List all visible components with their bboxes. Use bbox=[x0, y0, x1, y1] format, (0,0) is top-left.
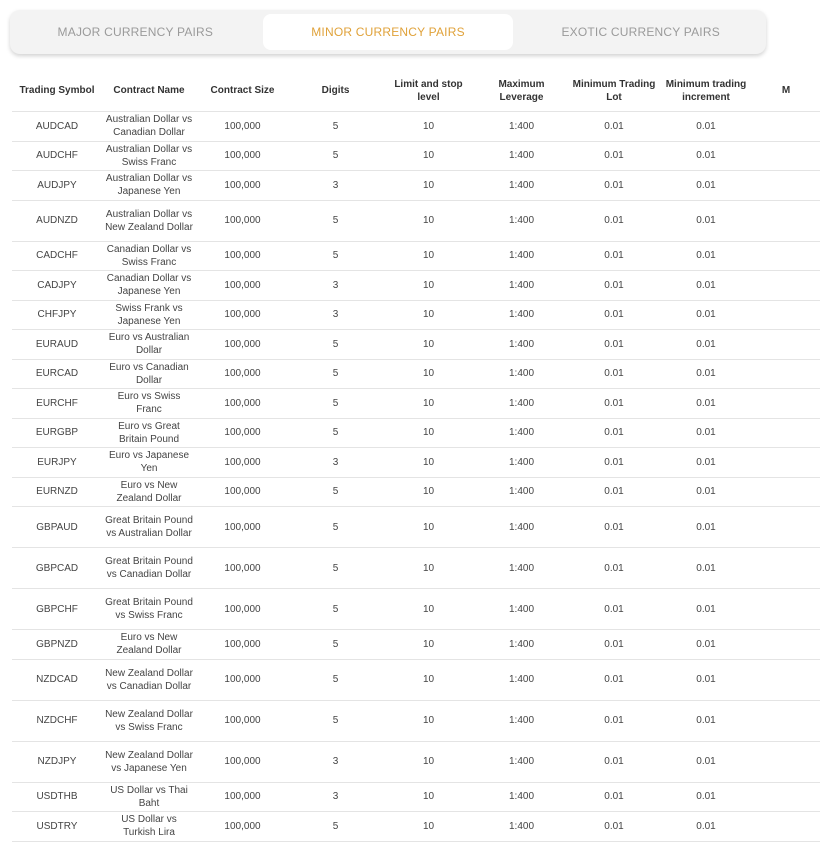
cell-minimum-trading-increment: 0.01 bbox=[660, 507, 752, 548]
cell-truncated-column bbox=[752, 171, 820, 201]
currency-pairs-table bbox=[12, 70, 820, 842]
cell-digits: 5 bbox=[289, 812, 382, 842]
cell-maximum-leverage: 1:400 bbox=[475, 300, 568, 330]
cell-contract-name: Euro vs New Zealand Dollar bbox=[102, 477, 196, 507]
table-row bbox=[12, 330, 820, 360]
table-row bbox=[12, 112, 820, 142]
table-row bbox=[12, 448, 820, 478]
cell-truncated-column bbox=[752, 418, 820, 448]
cell-contract-size: 100,000 bbox=[196, 271, 289, 301]
cell-contract-name: New Zealand Dollar vs Japanese Yen bbox=[102, 741, 196, 782]
cell-limit-stop-level: 10 bbox=[382, 700, 475, 741]
cell-contract-size: 100,000 bbox=[196, 630, 289, 660]
cell-limit-stop-level: 10 bbox=[382, 389, 475, 419]
header-truncated-column: M bbox=[752, 70, 820, 112]
cell-maximum-leverage: 1:400 bbox=[475, 812, 568, 842]
cell-limit-stop-level: 10 bbox=[382, 300, 475, 330]
cell-trading-symbol: CADCHF bbox=[12, 241, 102, 271]
cell-limit-stop-level: 10 bbox=[382, 241, 475, 271]
cell-maximum-leverage: 1:400 bbox=[475, 389, 568, 419]
cell-minimum-trading-lot: 0.01 bbox=[568, 300, 660, 330]
cell-trading-symbol: AUDJPY bbox=[12, 171, 102, 201]
cell-maximum-leverage: 1:400 bbox=[475, 359, 568, 389]
cell-minimum-trading-increment: 0.01 bbox=[660, 271, 752, 301]
cell-minimum-trading-increment: 0.01 bbox=[660, 330, 752, 360]
cell-digits: 5 bbox=[289, 200, 382, 241]
table-row bbox=[12, 630, 820, 660]
cell-minimum-trading-lot: 0.01 bbox=[568, 200, 660, 241]
cell-limit-stop-level: 10 bbox=[382, 448, 475, 478]
cell-minimum-trading-lot: 0.01 bbox=[568, 241, 660, 271]
cell-maximum-leverage: 1:400 bbox=[475, 200, 568, 241]
cell-contract-size: 100,000 bbox=[196, 418, 289, 448]
cell-limit-stop-level: 10 bbox=[382, 548, 475, 589]
cell-contract-size: 100,000 bbox=[196, 112, 289, 142]
cell-minimum-trading-lot: 0.01 bbox=[568, 112, 660, 142]
cell-minimum-trading-lot: 0.01 bbox=[568, 171, 660, 201]
cell-digits: 5 bbox=[289, 589, 382, 630]
header-limit-stop-level: Limit and stop level bbox=[382, 70, 475, 112]
cell-contract-size: 100,000 bbox=[196, 200, 289, 241]
cell-minimum-trading-increment: 0.01 bbox=[660, 359, 752, 389]
cell-digits: 3 bbox=[289, 300, 382, 330]
cell-trading-symbol: AUDNZD bbox=[12, 200, 102, 241]
cell-contract-name: Swiss Frank vs Japanese Yen bbox=[102, 300, 196, 330]
currency-pair-tabs bbox=[10, 10, 766, 54]
cell-truncated-column bbox=[752, 200, 820, 241]
cell-contract-size: 100,000 bbox=[196, 477, 289, 507]
cell-truncated-column bbox=[752, 507, 820, 548]
table-row bbox=[12, 700, 820, 741]
cell-contract-size: 100,000 bbox=[196, 659, 289, 700]
cell-limit-stop-level: 10 bbox=[382, 359, 475, 389]
cell-truncated-column bbox=[752, 741, 820, 782]
cell-contract-size: 100,000 bbox=[196, 589, 289, 630]
cell-minimum-trading-increment: 0.01 bbox=[660, 448, 752, 478]
cell-truncated-column bbox=[752, 589, 820, 630]
cell-digits: 5 bbox=[289, 241, 382, 271]
cell-minimum-trading-increment: 0.01 bbox=[660, 589, 752, 630]
cell-trading-symbol: EURAUD bbox=[12, 330, 102, 360]
cell-contract-name: Australian Dollar vs Canadian Dollar bbox=[102, 112, 196, 142]
cell-contract-size: 100,000 bbox=[196, 700, 289, 741]
cell-contract-size: 100,000 bbox=[196, 330, 289, 360]
cell-minimum-trading-lot: 0.01 bbox=[568, 630, 660, 660]
cell-minimum-trading-lot: 0.01 bbox=[568, 659, 660, 700]
cell-contract-name: New Zealand Dollar vs Canadian Dollar bbox=[102, 659, 196, 700]
cell-contract-name: Great Britain Pound vs Canadian Dollar bbox=[102, 548, 196, 589]
cell-digits: 5 bbox=[289, 548, 382, 589]
cell-maximum-leverage: 1:400 bbox=[475, 141, 568, 171]
cell-maximum-leverage: 1:400 bbox=[475, 630, 568, 660]
cell-limit-stop-level: 10 bbox=[382, 812, 475, 842]
cell-truncated-column bbox=[752, 330, 820, 360]
cell-trading-symbol: NZDCHF bbox=[12, 700, 102, 741]
cell-digits: 5 bbox=[289, 359, 382, 389]
cell-maximum-leverage: 1:400 bbox=[475, 241, 568, 271]
cell-contract-size: 100,000 bbox=[196, 141, 289, 171]
cell-contract-size: 100,000 bbox=[196, 359, 289, 389]
cell-limit-stop-level: 10 bbox=[382, 330, 475, 360]
cell-truncated-column bbox=[752, 782, 820, 812]
cell-maximum-leverage: 1:400 bbox=[475, 112, 568, 142]
cell-minimum-trading-lot: 0.01 bbox=[568, 507, 660, 548]
cell-truncated-column bbox=[752, 389, 820, 419]
cell-limit-stop-level: 10 bbox=[382, 782, 475, 812]
cell-contract-name: Canadian Dollar vs Japanese Yen bbox=[102, 271, 196, 301]
header-minimum-trading-lot: Minimum Trading Lot bbox=[568, 70, 660, 112]
cell-minimum-trading-increment: 0.01 bbox=[660, 741, 752, 782]
cell-minimum-trading-increment: 0.01 bbox=[660, 112, 752, 142]
cell-contract-name: US Dollar vs Turkish Lira bbox=[102, 812, 196, 842]
cell-minimum-trading-increment: 0.01 bbox=[660, 418, 752, 448]
cell-digits: 3 bbox=[289, 448, 382, 478]
table-row bbox=[12, 241, 820, 271]
cell-minimum-trading-increment: 0.01 bbox=[660, 141, 752, 171]
table-row bbox=[12, 782, 820, 812]
cell-trading-symbol: EURJPY bbox=[12, 448, 102, 478]
cell-maximum-leverage: 1:400 bbox=[475, 700, 568, 741]
cell-truncated-column bbox=[752, 141, 820, 171]
cell-truncated-column bbox=[752, 359, 820, 389]
cell-trading-symbol: GBPNZD bbox=[12, 630, 102, 660]
cell-minimum-trading-lot: 0.01 bbox=[568, 271, 660, 301]
cell-truncated-column bbox=[752, 659, 820, 700]
cell-digits: 3 bbox=[289, 271, 382, 301]
cell-minimum-trading-increment: 0.01 bbox=[660, 300, 752, 330]
cell-limit-stop-level: 10 bbox=[382, 200, 475, 241]
cell-minimum-trading-lot: 0.01 bbox=[568, 141, 660, 171]
table-row bbox=[12, 141, 820, 171]
cell-truncated-column bbox=[752, 812, 820, 842]
cell-truncated-column bbox=[752, 448, 820, 478]
cell-minimum-trading-lot: 0.01 bbox=[568, 741, 660, 782]
table-row bbox=[12, 589, 820, 630]
cell-digits: 5 bbox=[289, 700, 382, 741]
cell-minimum-trading-lot: 0.01 bbox=[568, 700, 660, 741]
cell-trading-symbol: NZDCAD bbox=[12, 659, 102, 700]
tab-minor-currency-pairs[interactable]: MINOR CURRENCY PAIRS bbox=[263, 14, 514, 50]
cell-contract-name: Euro vs Canadian Dollar bbox=[102, 359, 196, 389]
cell-maximum-leverage: 1:400 bbox=[475, 171, 568, 201]
cell-contract-size: 100,000 bbox=[196, 507, 289, 548]
cell-trading-symbol: NZDJPY bbox=[12, 741, 102, 782]
cell-contract-name: Euro vs New Zealand Dollar bbox=[102, 630, 196, 660]
cell-minimum-trading-lot: 0.01 bbox=[568, 418, 660, 448]
cell-trading-symbol: AUDCHF bbox=[12, 141, 102, 171]
cell-digits: 5 bbox=[289, 507, 382, 548]
cell-contract-name: New Zealand Dollar vs Swiss Franc bbox=[102, 700, 196, 741]
cell-minimum-trading-lot: 0.01 bbox=[568, 389, 660, 419]
cell-truncated-column bbox=[752, 271, 820, 301]
cell-trading-symbol: CHFJPY bbox=[12, 300, 102, 330]
cell-trading-symbol: USDTRY bbox=[12, 812, 102, 842]
cell-digits: 5 bbox=[289, 630, 382, 660]
cell-minimum-trading-lot: 0.01 bbox=[568, 330, 660, 360]
cell-contract-size: 100,000 bbox=[196, 241, 289, 271]
cell-limit-stop-level: 10 bbox=[382, 112, 475, 142]
cell-contract-name: Australian Dollar vs New Zealand Dollar bbox=[102, 200, 196, 241]
cell-minimum-trading-increment: 0.01 bbox=[660, 812, 752, 842]
cell-maximum-leverage: 1:400 bbox=[475, 659, 568, 700]
cell-minimum-trading-increment: 0.01 bbox=[660, 241, 752, 271]
cell-trading-symbol: GBPCHF bbox=[12, 589, 102, 630]
cell-digits: 5 bbox=[289, 141, 382, 171]
cell-maximum-leverage: 1:400 bbox=[475, 477, 568, 507]
cell-maximum-leverage: 1:400 bbox=[475, 271, 568, 301]
cell-truncated-column bbox=[752, 112, 820, 142]
cell-minimum-trading-increment: 0.01 bbox=[660, 630, 752, 660]
cell-minimum-trading-lot: 0.01 bbox=[568, 359, 660, 389]
cell-contract-size: 100,000 bbox=[196, 741, 289, 782]
cell-contract-name: Canadian Dollar vs Swiss Franc bbox=[102, 241, 196, 271]
cell-maximum-leverage: 1:400 bbox=[475, 589, 568, 630]
table-row bbox=[12, 507, 820, 548]
table-row bbox=[12, 418, 820, 448]
cell-contract-name: Great Britain Pound vs Swiss Franc bbox=[102, 589, 196, 630]
cell-digits: 3 bbox=[289, 741, 382, 782]
cell-maximum-leverage: 1:400 bbox=[475, 741, 568, 782]
cell-minimum-trading-increment: 0.01 bbox=[660, 200, 752, 241]
cell-minimum-trading-lot: 0.01 bbox=[568, 448, 660, 478]
cell-digits: 3 bbox=[289, 171, 382, 201]
cell-limit-stop-level: 10 bbox=[382, 141, 475, 171]
cell-minimum-trading-increment: 0.01 bbox=[660, 548, 752, 589]
cell-digits: 5 bbox=[289, 477, 382, 507]
table-row bbox=[12, 548, 820, 589]
cell-maximum-leverage: 1:400 bbox=[475, 507, 568, 548]
cell-minimum-trading-increment: 0.01 bbox=[660, 477, 752, 507]
cell-minimum-trading-lot: 0.01 bbox=[568, 548, 660, 589]
cell-limit-stop-level: 10 bbox=[382, 659, 475, 700]
cell-trading-symbol: CADJPY bbox=[12, 271, 102, 301]
cell-limit-stop-level: 10 bbox=[382, 589, 475, 630]
cell-contract-size: 100,000 bbox=[196, 171, 289, 201]
cell-maximum-leverage: 1:400 bbox=[475, 330, 568, 360]
cell-trading-symbol: EURCAD bbox=[12, 359, 102, 389]
cell-minimum-trading-increment: 0.01 bbox=[660, 171, 752, 201]
cell-minimum-trading-increment: 0.01 bbox=[660, 659, 752, 700]
cell-limit-stop-level: 10 bbox=[382, 418, 475, 448]
header-contract-size: Contract Size bbox=[196, 70, 289, 112]
cell-limit-stop-level: 10 bbox=[382, 271, 475, 301]
cell-digits: 5 bbox=[289, 659, 382, 700]
cell-contract-name: Euro vs Japanese Yen bbox=[102, 448, 196, 478]
cell-limit-stop-level: 10 bbox=[382, 171, 475, 201]
table-row bbox=[12, 200, 820, 241]
cell-contract-name: Euro vs Australian Dollar bbox=[102, 330, 196, 360]
cell-minimum-trading-increment: 0.01 bbox=[660, 700, 752, 741]
cell-trading-symbol: USDTHB bbox=[12, 782, 102, 812]
cell-minimum-trading-lot: 0.01 bbox=[568, 812, 660, 842]
cell-digits: 5 bbox=[289, 112, 382, 142]
cell-truncated-column bbox=[752, 241, 820, 271]
table-row bbox=[12, 171, 820, 201]
table-row bbox=[12, 359, 820, 389]
cell-contract-name: Great Britain Pound vs Australian Dollar bbox=[102, 507, 196, 548]
cell-limit-stop-level: 10 bbox=[382, 507, 475, 548]
currency-table-container[interactable] bbox=[12, 70, 791, 839]
cell-digits: 5 bbox=[289, 389, 382, 419]
cell-trading-symbol: GBPAUD bbox=[12, 507, 102, 548]
cell-truncated-column bbox=[752, 300, 820, 330]
cell-digits: 5 bbox=[289, 418, 382, 448]
table-row bbox=[12, 389, 820, 419]
cell-trading-symbol: EURNZD bbox=[12, 477, 102, 507]
cell-digits: 3 bbox=[289, 782, 382, 812]
cell-truncated-column bbox=[752, 477, 820, 507]
cell-limit-stop-level: 10 bbox=[382, 630, 475, 660]
cell-contract-size: 100,000 bbox=[196, 812, 289, 842]
cell-contract-name: Australian Dollar vs Japanese Yen bbox=[102, 171, 196, 201]
cell-minimum-trading-lot: 0.01 bbox=[568, 477, 660, 507]
cell-contract-name: US Dollar vs Thai Baht bbox=[102, 782, 196, 812]
table-row bbox=[12, 812, 820, 842]
table-row bbox=[12, 300, 820, 330]
cell-maximum-leverage: 1:400 bbox=[475, 448, 568, 478]
cell-minimum-trading-increment: 0.01 bbox=[660, 782, 752, 812]
cell-contract-name: Euro vs Great Britain Pound bbox=[102, 418, 196, 448]
header-minimum-trading-increment: Minimum trading increment bbox=[660, 70, 752, 112]
cell-contract-name: Australian Dollar vs Swiss Franc bbox=[102, 141, 196, 171]
tab-major-currency-pairs[interactable]: MAJOR CURRENCY PAIRS bbox=[57, 25, 214, 39]
header-maximum-leverage: Maximum Leverage bbox=[475, 70, 568, 112]
cell-contract-size: 100,000 bbox=[196, 782, 289, 812]
table-body bbox=[12, 112, 820, 842]
cell-maximum-leverage: 1:400 bbox=[475, 418, 568, 448]
cell-limit-stop-level: 10 bbox=[382, 477, 475, 507]
cell-contract-size: 100,000 bbox=[196, 300, 289, 330]
cell-limit-stop-level: 10 bbox=[382, 741, 475, 782]
cell-trading-symbol: GBPCAD bbox=[12, 548, 102, 589]
cell-minimum-trading-lot: 0.01 bbox=[568, 782, 660, 812]
cell-digits: 5 bbox=[289, 330, 382, 360]
cell-trading-symbol: EURGBP bbox=[12, 418, 102, 448]
cell-contract-size: 100,000 bbox=[196, 548, 289, 589]
table-row bbox=[12, 659, 820, 700]
header-digits: Digits bbox=[289, 70, 382, 112]
table-row bbox=[12, 477, 820, 507]
table-row bbox=[12, 741, 820, 782]
cell-minimum-trading-lot: 0.01 bbox=[568, 589, 660, 630]
cell-trading-symbol: AUDCAD bbox=[12, 112, 102, 142]
cell-minimum-trading-increment: 0.01 bbox=[660, 389, 752, 419]
cell-maximum-leverage: 1:400 bbox=[475, 548, 568, 589]
cell-truncated-column bbox=[752, 548, 820, 589]
cell-maximum-leverage: 1:400 bbox=[475, 782, 568, 812]
cell-contract-size: 100,000 bbox=[196, 389, 289, 419]
cell-contract-name: Euro vs Swiss Franc bbox=[102, 389, 196, 419]
table-header-row bbox=[12, 70, 820, 112]
table-row bbox=[12, 271, 820, 301]
cell-trading-symbol: EURCHF bbox=[12, 389, 102, 419]
cell-truncated-column bbox=[752, 700, 820, 741]
cell-truncated-column bbox=[752, 630, 820, 660]
header-contract-name: Contract Name bbox=[102, 70, 196, 112]
cell-contract-size: 100,000 bbox=[196, 448, 289, 478]
tab-exotic-currency-pairs[interactable]: EXOTIC CURRENCY PAIRS bbox=[561, 25, 720, 39]
header-trading-symbol: Trading Symbol bbox=[12, 70, 102, 112]
